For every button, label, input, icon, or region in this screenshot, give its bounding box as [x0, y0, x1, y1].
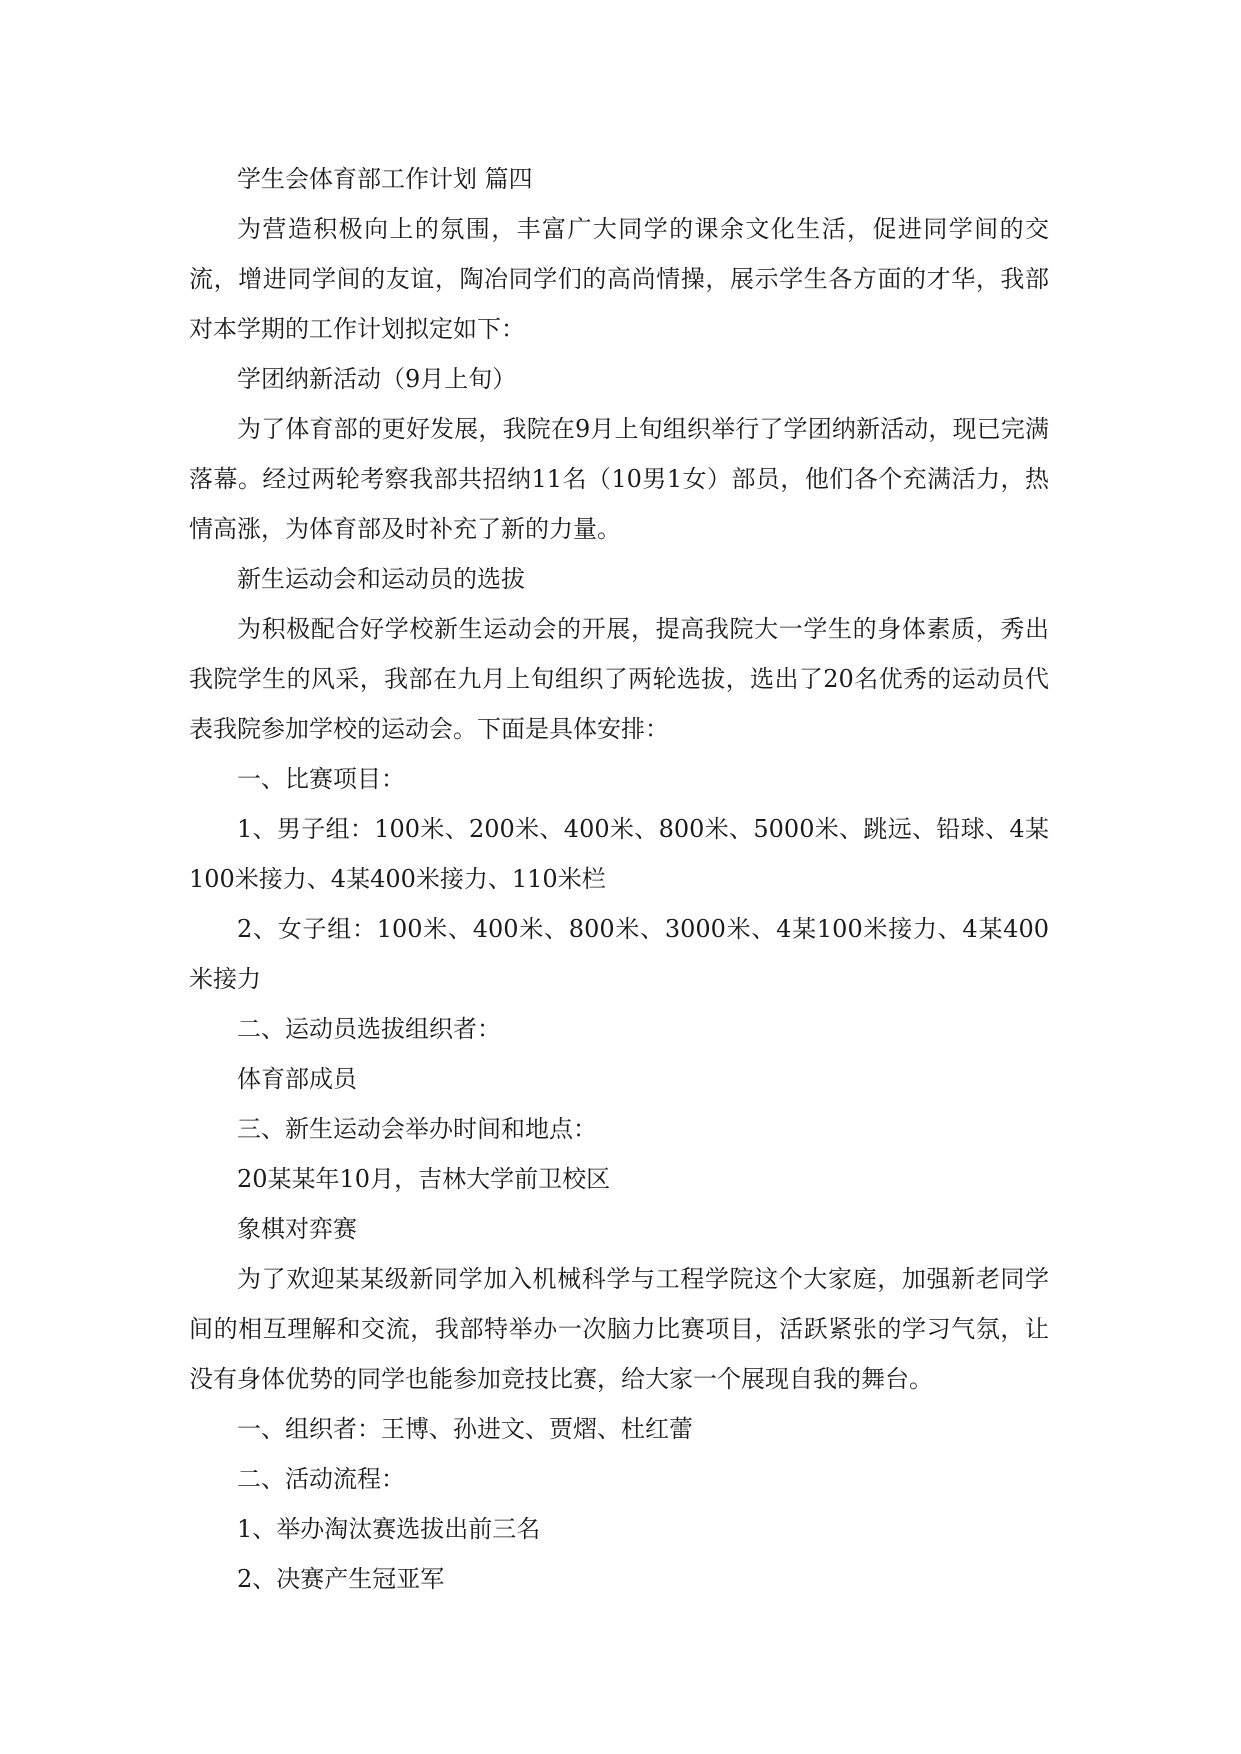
intro-paragraph: 为营造积极向上的氛围，丰富广大同学的课余文化生活，促进同学间的交流，增进同学间的友谊，陶冶同学们的高尚情操，展示学生各方面的才华，我部对本学期的工作计划拟定如下： — [189, 215, 1049, 343]
organizers-heading: 二、运动员选拔组织者： — [237, 1015, 501, 1043]
organizers-text: 体育部成员 — [237, 1065, 357, 1093]
sports-meet-paragraph: 为积极配合好学校新生运动会的开展，提高我院大一学生的身体素质，秀出我院学生的风采，我部在九月上旬组织了两轮选拔，选出了20名优秀的运动员代表我院参加学校的运动会。下面是具体安排： — [189, 615, 1049, 743]
men-events-item: 1、男子组：100米、200米、400米、800米、5000米、跳远、铅球、4某100米接力、4某400米接力、110米栏 — [189, 815, 1049, 893]
time-place-text: 20某某年10月，吉林大学前卫校区 — [237, 1165, 611, 1193]
section-heading-chess: 象棋对弈赛 — [237, 1215, 357, 1243]
events-heading: 一、比赛项目： — [237, 765, 405, 793]
women-events-item: 2、女子组：100米、400米、800米、3000米、4某100米接力、4某400米接力 — [189, 915, 1049, 993]
chess-process-step-1: 1、举办淘汰赛选拔出前三名 — [237, 1515, 541, 1543]
section-heading-recruitment: 学团纳新活动（9月上旬） — [237, 365, 517, 393]
chess-paragraph: 为了欢迎某某级新同学加入机械科学与工程学院这个大家庭，加强新老同学间的相互理解和交流，我部特举办一次脑力比赛项目，活跃紧张的学习气氛，让没有身体优势的同学也能参加竞技比赛，给大家一个展现自我的舞台。 — [189, 1265, 1049, 1393]
document-body — [189, 154, 1049, 1604]
recruitment-paragraph: 为了体育部的更好发展，我院在9月上旬组织举行了学团纳新活动，现已完满落幕。经过两轮考察我部共招纳11名（10男1女）部员，他们各个充满活力，热情高涨，为体育部及时补充了新的力量。 — [189, 415, 1049, 543]
chess-process-step-2: 2、决赛产生冠亚军 — [237, 1565, 445, 1593]
time-place-heading: 三、新生运动会举办时间和地点： — [237, 1115, 597, 1143]
chess-process-heading: 二、活动流程： — [237, 1465, 405, 1493]
section-heading-sports-meet: 新生运动会和运动员的选拔 — [237, 565, 525, 593]
section-title: 学生会体育部工作计划 篇四 — [237, 165, 533, 193]
chess-organizers-item: 一、组织者：王博、孙进文、贾熠、杜红蕾 — [237, 1415, 693, 1443]
